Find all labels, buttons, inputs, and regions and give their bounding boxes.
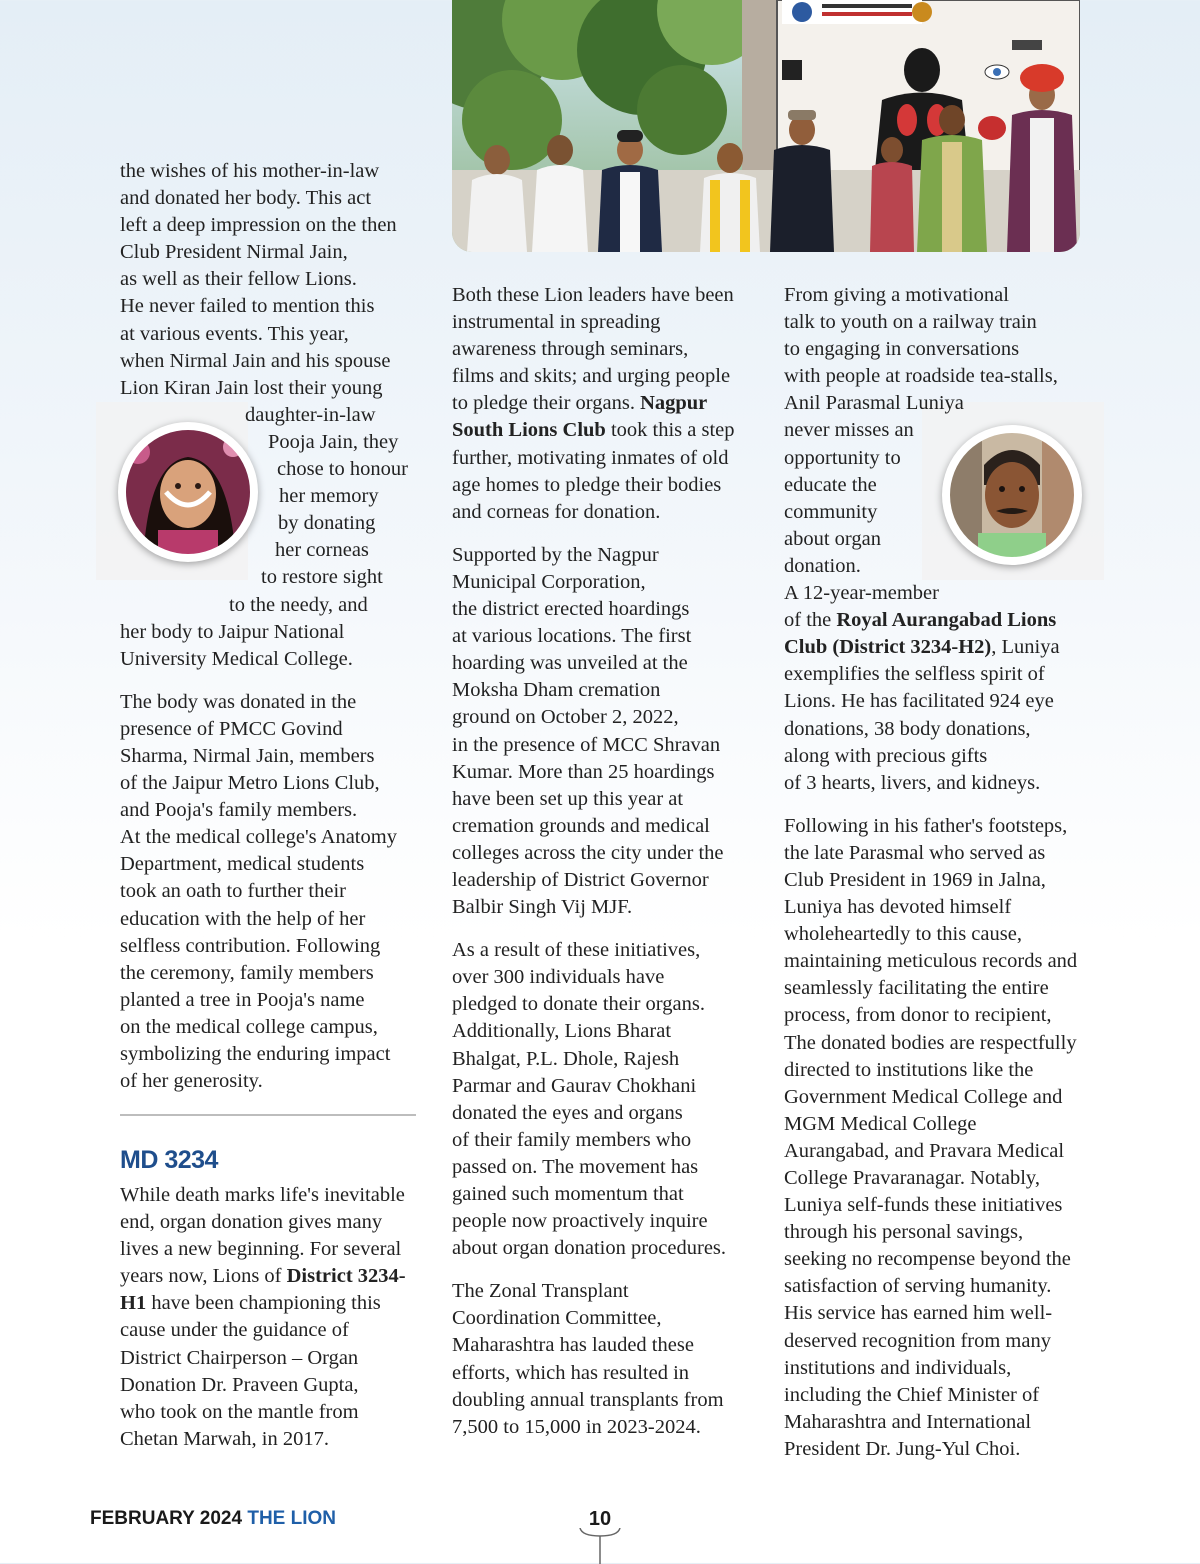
text-line: University Medical College. [120,647,353,670]
text-line: end, organ donation gives many [120,1211,383,1234]
text-line: Balbir Singh Vij MJF. [452,896,633,919]
text-line: to the needy, and [229,593,368,616]
text-line: have been set up this year at [452,787,684,810]
text-line: 7,500 to 15,000 in 2023-2024. [452,1415,701,1438]
text-line: doubling annual transplants from [452,1388,724,1411]
text-line: age homes to pledge their bodies [452,473,722,496]
text-line: with people at roadside tea-stalls, [784,365,1058,388]
text-line: her corneas [275,539,369,562]
text-line: opportunity to [784,446,901,469]
text-line: to engaging in conversations [784,338,1020,361]
text-line: gained such momentum that [452,1183,684,1205]
paragraph [120,689,420,1095]
text-line: ground on October 2, 2022, [452,706,679,729]
text-line: of their family members who [452,1128,692,1151]
text-line: exemplifies the selfless spirit of [784,663,1045,686]
text-line: films and skits; and urging people [452,365,731,388]
text-line: lives a new beginning. For several [120,1238,402,1261]
text-line: Kumar. More than 25 hoardings [452,760,715,783]
text-line: community [784,500,878,523]
text-line: people now proactively inquire [452,1210,708,1233]
section-divider [120,1114,416,1116]
column-2 [452,282,752,1441]
text-line: Department, medical students [120,853,365,876]
text-line: seeking no recompense beyond the [784,1248,1071,1271]
text-line: Government Medical College and [784,1085,1063,1108]
bold-text: Club (District 3234-H2) [784,636,992,659]
paragraph [120,158,420,673]
text-line: Club President in 1969 in Jalna, [784,868,1046,891]
text-line: maintaining meticulous records and [784,950,1078,973]
text-line: Municipal Corporation, [452,570,646,593]
page-number: 10 [588,1508,612,1530]
footer-brand: THE LION [247,1508,337,1529]
text-line: including the Chief Minister of [784,1383,1040,1406]
text-line: The body was donated in the [120,690,357,713]
text-line: Lions. He has facilitated 924 eye [784,690,1054,713]
text-line: about organ donation procedures. [452,1237,727,1260]
text-run: , Luniya [991,636,1060,659]
text-line: Club President Nirmal Jain, [120,241,348,264]
paragraph [452,937,752,1262]
text-line: her memory [279,485,379,508]
text-line: donations, 38 body donations, [784,717,1031,740]
text-line: to restore sight [261,566,383,589]
text-line: Aurangabad, and Pravara Medical [784,1139,1065,1162]
text-line: her body to Jaipur National [120,620,345,643]
text-line: wholeheartedly to this cause, [784,923,1022,946]
text-line: the ceremony, family members [120,961,374,984]
text-run: have been championing this [146,1292,381,1315]
section-heading: MD 3234 [120,1146,218,1174]
text-line: passed on. The movement has [452,1155,699,1178]
text-line: The Zonal Transplant [452,1280,629,1303]
text-line: further, motivating inmates of old [452,446,729,469]
text-line: hoarding was unveiled at the [452,652,688,675]
text-line: satisfaction of serving humanity. [784,1275,1052,1298]
text-line: At the medical college's Anatomy [120,826,397,849]
text-line: through his personal savings, [784,1221,1024,1244]
text-line [784,607,1084,634]
column-1-md3234 [120,1182,420,1453]
text-line: of 3 hearts, livers, and kidneys. [784,771,1041,794]
paragraph [452,542,752,921]
paragraph [452,282,752,526]
text-line: seamlessly facilitating the entire [784,977,1049,1000]
text-line: at various locations. The first [452,625,692,648]
text-line: Supported by the Nagpur [452,543,659,566]
text-line: Both these Lion leaders have been [452,284,734,306]
text-run: to pledge their organs. [452,392,641,415]
text-line: Maharashtra has lauded these [452,1334,694,1357]
event-photo [452,0,1080,252]
text-line: and donated her body. This act [120,187,372,210]
text-line: on the medical college campus, [120,1015,378,1038]
text-line: A 12-year-member [784,582,939,605]
paragraph [784,282,1084,797]
text-line: cause under the guidance of [120,1319,349,1342]
text-line: Lion Kiran Jain lost their young [120,376,383,399]
text-line: of her generosity. [120,1070,263,1093]
text-line: Following in his father's footsteps, [784,814,1068,837]
text-line: cremation grounds and medical [452,814,710,837]
text-line: Luniya has devoted himself [784,896,1012,919]
text-line: deserved recognition from many [784,1329,1051,1352]
text-line: by donating [278,512,376,535]
text-line: left a deep impression on the then [120,214,397,237]
text-line: talk to youth on a railway train [784,311,1037,334]
text-line [452,417,752,444]
column-1 [120,158,420,1095]
text-line: pledged to donate their organs. [452,993,705,1016]
text-line: He never failed to mention this [120,295,375,318]
text-line: at various events. This year, [120,322,349,345]
text-line: and Pooja's family members. [120,799,358,822]
text-line: education with the help of her [120,907,366,930]
text-line: chose to honour [277,458,408,481]
text-line [120,1263,420,1290]
text-line: Bhalgat, P.L. Dhole, Rajesh [452,1047,680,1070]
text-line: who took on the mantle from [120,1400,359,1423]
text-line: While death marks life's inevitable [120,1184,405,1206]
text-line: in the presence of MCC Shravan [452,733,721,756]
text-line: instrumental in spreading [452,311,661,334]
text-line [452,390,752,417]
text-line: never misses an [784,419,914,442]
page-number-bracket-icon [578,1528,622,1564]
text-line: about organ [784,527,881,550]
text-line: planted a tree in Pooja's name [120,988,365,1011]
text-line: donated the eyes and organs [452,1101,683,1124]
text-line: institutions and individuals, [784,1356,1012,1379]
text-run: years now, Lions of [120,1265,287,1288]
text-line: the late Parasmal who served as [784,841,1046,864]
bold-text: South Lions Club [452,419,606,442]
text-line: College Pravaranagar. Notably, [784,1167,1040,1189]
text-line: Donation Dr. Praveen Gupta, [120,1373,359,1396]
text-line: leadership of District Governor [452,868,709,891]
text-line: as well as their fellow Lions. [120,268,357,291]
text-line: Sharma, Nirmal Jain, members [120,744,375,767]
text-line: the district erected hoardings [452,598,690,621]
column-3 [784,282,1084,1463]
text-line: Parmar and Gaurav Chokhani [452,1074,697,1097]
text-line: along with precious gifts [784,744,988,767]
text-line: Coordination Committee, [452,1307,662,1330]
footer-publication [90,1508,336,1530]
text-line [784,634,1084,661]
bold-text: Royal Aurangabad Lions [836,609,1057,632]
text-line: selfless contribution. Following [120,934,381,957]
text-line: His service has earned him well- [784,1302,1053,1325]
text-line: District Chairperson – Organ [120,1346,359,1369]
text-line: and corneas for donation. [452,500,661,523]
text-line: the wishes of his mother-in-law [120,160,380,182]
text-line: took an oath to further their [120,880,347,903]
text-line: As a result of these initiatives, [452,939,701,962]
paragraph [452,1278,752,1441]
text-line: when Nirmal Jain and his spouse [120,349,391,372]
text-line: awareness through seminars, [452,338,689,361]
text-line: Maharashtra and International [784,1410,1032,1433]
text-line: Additionally, Lions Bharat [452,1020,672,1043]
paragraph [784,813,1084,1463]
text-line: process, from donor to recipient, [784,1004,1052,1027]
text-line: directed to institutions like the [784,1058,1034,1081]
text-line: From giving a motivational [784,284,1009,306]
text-line: The donated bodies are respectfully [784,1031,1077,1054]
text-line: over 300 individuals have [452,966,665,989]
text-line: Luniya self-funds these initiatives [784,1194,1063,1217]
footer-month: FEBRUARY 2024 [90,1508,243,1529]
text-line: daughter-in-law [245,403,376,426]
text-line: President Dr. Jung-Yul Choi. [784,1437,1021,1460]
text-line: donation. [784,554,861,577]
text-line: Pooja Jain, they [268,430,399,453]
text-line: Moksha Dham cremation [452,679,661,702]
bold-text: District 3234- [286,1265,406,1288]
text-line: of the Jaipur Metro Lions Club, [120,772,380,795]
text-run: took this a step [605,419,735,442]
text-line: efforts, which has resulted in [452,1361,690,1384]
text-line: Anil Parasmal Luniya [784,392,964,415]
bold-text: Nagpur [640,392,708,415]
text-line: educate the [784,473,877,496]
event-photo-illustration [452,0,1080,252]
text-line: MGM Medical College [784,1112,977,1135]
paragraph [120,1182,420,1453]
text-line: colleges across the city under the [452,841,724,864]
text-line: Chetan Marwah, in 2017. [120,1427,329,1450]
text-line [120,1290,420,1317]
text-line: presence of PMCC Govind [120,717,343,740]
text-run: of the [784,609,837,632]
text-line: symbolizing the enduring impact [120,1043,391,1065]
bold-text: H1 [120,1292,147,1315]
